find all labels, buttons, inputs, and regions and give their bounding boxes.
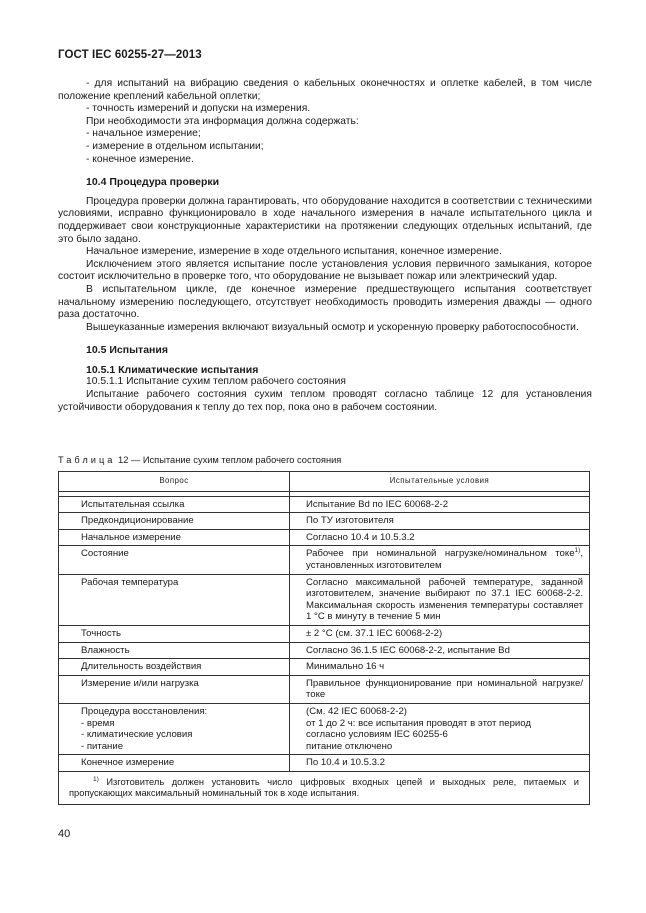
row-condition xyxy=(290,703,590,754)
paragraph: В испытательном цикле, где конечное измерение предшествующего испытания соответствует начальному измерению последующего, отсутствует необходимость проводить измерения дважды — одного раза достаточно. xyxy=(58,283,592,321)
intro-line: - для испытаний на вибрацию сведения о кабельных оконечностях и оплетке кабелей, в том числе положение креплений кабельной оплетки; xyxy=(58,78,592,102)
condition-text-cont: , установленных изготовителем xyxy=(306,548,583,571)
body-text xyxy=(58,78,592,414)
table-row xyxy=(59,574,590,625)
table-caption-word: Таблица xyxy=(58,455,116,465)
footnote-mark: 1) xyxy=(93,775,99,783)
table-footnote xyxy=(59,771,590,804)
table-header-row xyxy=(59,472,590,492)
row-question: Состояние xyxy=(59,546,290,574)
intro-line: При необходимости эта информация должна содержать: xyxy=(86,115,359,127)
row-condition: Согласно 36.1.5 IEC 60068-2-2, испытание Bd xyxy=(290,642,590,659)
paragraph: Начальное измерение, измерение в ходе отдельного испытания, конечное измерение. xyxy=(86,246,502,258)
row-question: Рабочая температура xyxy=(59,574,290,625)
row-condition xyxy=(290,546,590,574)
recovery-item: - питание xyxy=(81,740,124,752)
section-heading-10-5: 10.5 Испытания xyxy=(86,344,168,357)
table-row xyxy=(59,513,590,530)
recovery-label: Процедура восстановления: xyxy=(81,705,208,717)
section-heading-10-4: 10.4 Процедура проверки xyxy=(86,176,220,189)
footnote-reference: 1) xyxy=(574,547,581,555)
paragraph: Исключением этого является испытание после установления условия первичного замыкания, которое состоит исключительно в проверке того, что оборудование не вызывает пожар или электрический удар. xyxy=(58,258,592,283)
row-question: Влажность xyxy=(59,642,290,659)
row-condition: Испытание Bd по IEC 60068-2-2 xyxy=(290,496,590,513)
row-question: Начальное измерение xyxy=(59,529,290,546)
row-question: Предкондиционирование xyxy=(59,513,290,530)
row-question: Длительность воздействия xyxy=(59,659,290,676)
row-condition: Правильное функционирование при номинальной нагрузке/токе xyxy=(290,675,590,703)
row-question xyxy=(59,703,290,754)
paragraph: Испытание рабочего состояния сухим теплом проводят согласно таблице 12 для установления устойчивости оборудования к теплу до тех пор, пока оно в рабочем состоянии. xyxy=(58,389,592,413)
intro-line: - точность измерений и допуски на измерения. xyxy=(86,103,311,115)
row-condition: Минимально 16 ч xyxy=(290,659,590,676)
row-question: Измерение и/или нагрузка xyxy=(59,675,290,703)
table-row xyxy=(59,529,590,546)
page-number: 40 xyxy=(58,828,71,840)
table-row xyxy=(59,625,590,642)
row-condition: Согласно 10.4 и 10.5.3.2 xyxy=(290,529,590,546)
intro-line: - начальное измерение; xyxy=(86,128,201,140)
subsection-heading-10-5-1: 10.5.1 Климатические испытания xyxy=(86,363,259,376)
recovery-condition: согласно условиям IEC 60255-6 xyxy=(306,729,448,741)
recovery-condition: (См. 42 IEC 60068-2-2) xyxy=(306,705,407,717)
row-condition: По 10.4 и 10.5.3.2 xyxy=(290,755,590,772)
condition-text: Рабочее при номинальной нагрузке/номинальном токе xyxy=(306,548,575,560)
column-header-conditions: Испытательные условия xyxy=(290,472,590,492)
recovery-condition: питание отключено xyxy=(306,740,393,752)
table-caption xyxy=(58,455,592,465)
paragraph: Вышеуказанные измерения включают визуальный осмотр и ускоренную проверку работоспособности. xyxy=(86,321,579,333)
row-question: Точность xyxy=(59,625,290,642)
column-header-question: Вопрос xyxy=(59,472,290,492)
subsubsection-heading: 10.5.1.1 Испытание сухим теплом рабочего состояния xyxy=(86,376,346,388)
table-row xyxy=(59,642,590,659)
row-condition: Согласно максимальной рабочей температуре, заданной изготовителем, значение выбирают по 37.1 IEC 60068-2-2. Максимальная скорость изменения температуры составляет 1 °С в минуту в течение 5 мин xyxy=(290,574,590,625)
footnote-text: Изготовитель должен установить число цифровых входных цепей и выходных реле, питаемых и пропускающих максимальный номинальный ток в ходе испытания. xyxy=(69,776,579,799)
row-condition: По ТУ изготовителя xyxy=(290,513,590,530)
row-question: Испытательная ссылка xyxy=(59,496,290,513)
table-row xyxy=(59,755,590,772)
intro-line: - измерение в отдельном испытании; xyxy=(86,140,264,152)
table-footnote-row xyxy=(59,771,590,804)
recovery-item: - время xyxy=(81,717,115,729)
document-header: ГОСТ IEC 60255-27—2013 xyxy=(58,49,202,61)
table-row xyxy=(59,675,590,703)
table-row-recovery xyxy=(59,703,590,754)
recovery-condition: от 1 до 2 ч: все испытания проводят в этот период xyxy=(306,717,531,729)
table-row xyxy=(59,659,590,676)
row-condition: ± 2 °С (см. 37.1 IEC 60068-2-2) xyxy=(290,625,590,642)
row-question: Конечное измерение xyxy=(59,755,290,772)
recovery-item: - климатические условия xyxy=(81,729,193,741)
paragraph: Процедура проверки должна гарантировать, что оборудование находится в соответствии с техническими условиями, исправно функционировало в ходе начального измерения в начале испытательного цикла и поддерживает свои конструкционные характеристики на протяжении следующих отдельных испытаний, где это было задано. xyxy=(58,195,592,245)
test-conditions-table xyxy=(58,471,590,805)
table-row xyxy=(59,496,590,513)
table-row xyxy=(59,546,590,574)
table-caption-title: 12 — Испытание сухим теплом рабочего состояния xyxy=(115,455,342,465)
intro-line: - конечное измерение. xyxy=(86,153,194,165)
